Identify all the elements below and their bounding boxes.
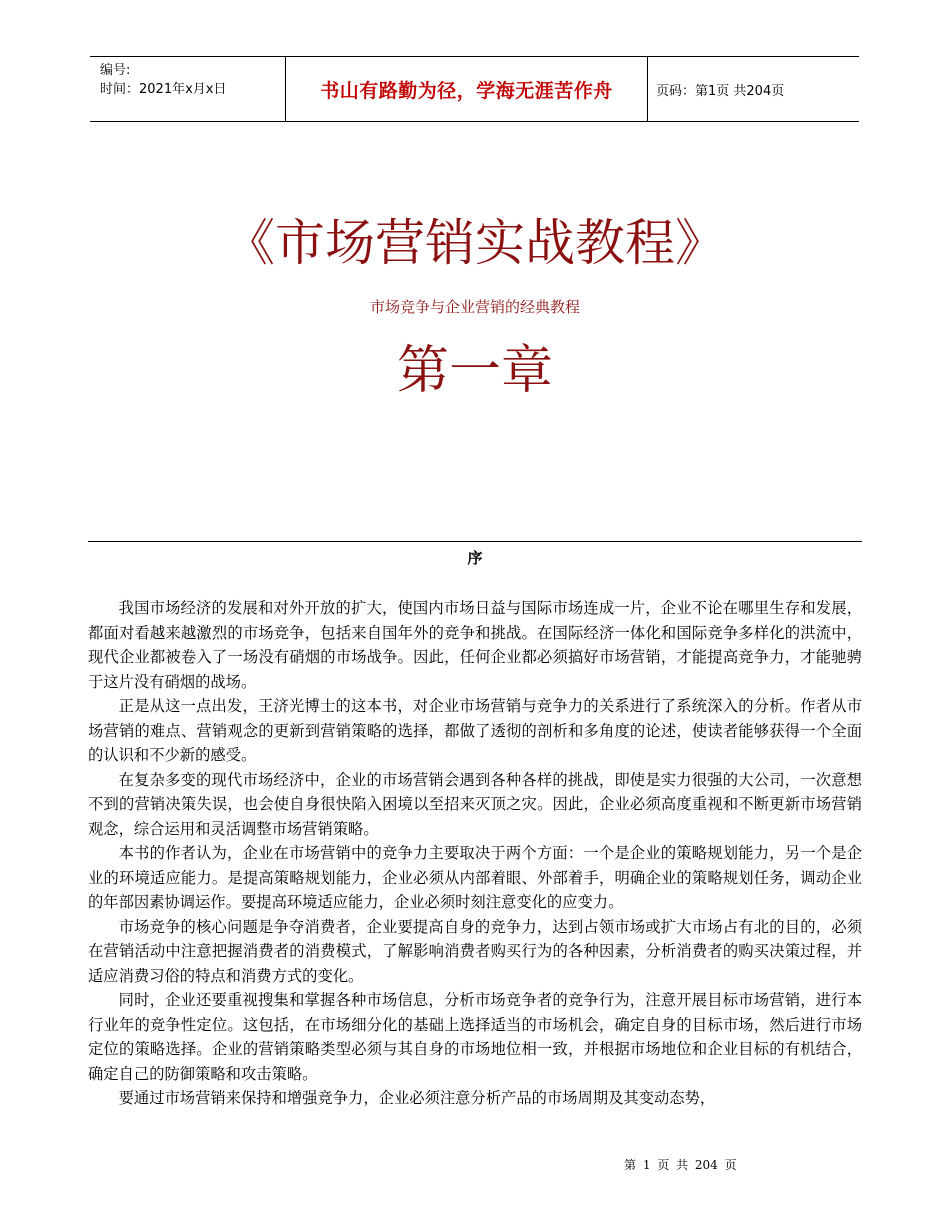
paragraph: 我国市场经济的发展和对外开放的扩大，使国内市场日益与国际市场连成一片，企业不论在哪里生存和发展，都面对看越来越激烈的市场竞争，包括来自国年外的竞争和挑战。在国际经济一体化和国际竞争多样化的洪流中，现代企业都被卷入了一场没有硝烟的市场战争。因此，任何企业都必须搞好市场营销，才能提高竞争力，才能驰骋于这片没有硝烟的战场。: [88, 599, 862, 691]
document-number-label: 编号:: [100, 63, 131, 78]
preface-heading: 序: [467, 549, 483, 567]
paragraph: 同时，企业还要重视搜集和掌握各种市场信息，分析市场竞争者的竞争行为，注意开展目标市场营销，进行本行业年的竞争性定位。这包括，在市场细分化的基础上选择适当的市场机会，确定自身的目标市场，然后进行市场定位的策略选择。企业的营销策略类型必须与其自身的市场地位相一致，并根据市场地位和企业目标的有机结合，确定自己的防御策略和攻击策略。: [88, 991, 862, 1083]
page-footer: 第 1 页 共 204 页: [624, 1158, 737, 1172]
document-time-label: 时间：2021年x月x日: [100, 82, 227, 97]
header-page-info: 页码：第1页 共204页: [656, 83, 785, 99]
book-title: 《市场营销实战教程》: [225, 214, 725, 272]
header-motto-cell: [286, 57, 648, 121]
book-subtitle: 市场竞争与企业营销的经典教程: [369, 298, 580, 316]
paragraph: 要通过市场营销来保持和增强竞争力，企业必须注意分析产品的市场周期及其变动态势，: [118, 1089, 716, 1107]
page-header: [90, 56, 859, 122]
header-motto: 书山有路勤为径，学海无涯苦作舟: [320, 79, 613, 102]
section-divider: [88, 541, 862, 542]
preface-body: [88, 596, 862, 1111]
paragraph: 本书的作者认为，企业在市场营销中的竞争力主要取决于两个方面：一个是企业的策略规划能力，另一个是企业的环境适应能力。是提高策略规划能力，企业必须从内部着眼、外部着手，明确企业的策略规划任务，调动企业的年部因素协调运作。要提高环境适应能力，企业必须时刻注意变化的应变力。: [88, 844, 862, 911]
paragraph: 正是从这一点出发，王济光博士的这本书，对企业市场营销与竞争力的关系进行了系统深入的分析。作者从市场营销的难点、营销观念的更新到营销策略的选择，都做了透彻的剖析和多角度的论述，使读者能够获得一个全面的认识和不少新的感受。: [88, 697, 862, 764]
header-meta: [90, 57, 286, 121]
paragraph: 市场竞争的核心问题是争夺消费者，企业要提高自身的竞争力，达到占领市场或扩大市场占有北的目的，必须在营销活动中注意把握消费者的消费模式，了解影响消费者购买行为的各种因素，分析消费者的购买决策过程，并适应消费习俗的特点和消费方式的变化。: [88, 917, 862, 985]
paragraph: 在复杂多变的现代市场经济中，企业的市场营销会遇到各种各样的挑战，即使是实力很强的大公司，一次意想不到的营销决策失误，也会使自身很快陷入困境以至招来灭顶之灾。因此，企业必须高度重视和不断更新市场营销观念，综合运用和灵活调整市场营销策略。: [88, 770, 862, 838]
chapter-heading: 第一章: [396, 341, 553, 401]
